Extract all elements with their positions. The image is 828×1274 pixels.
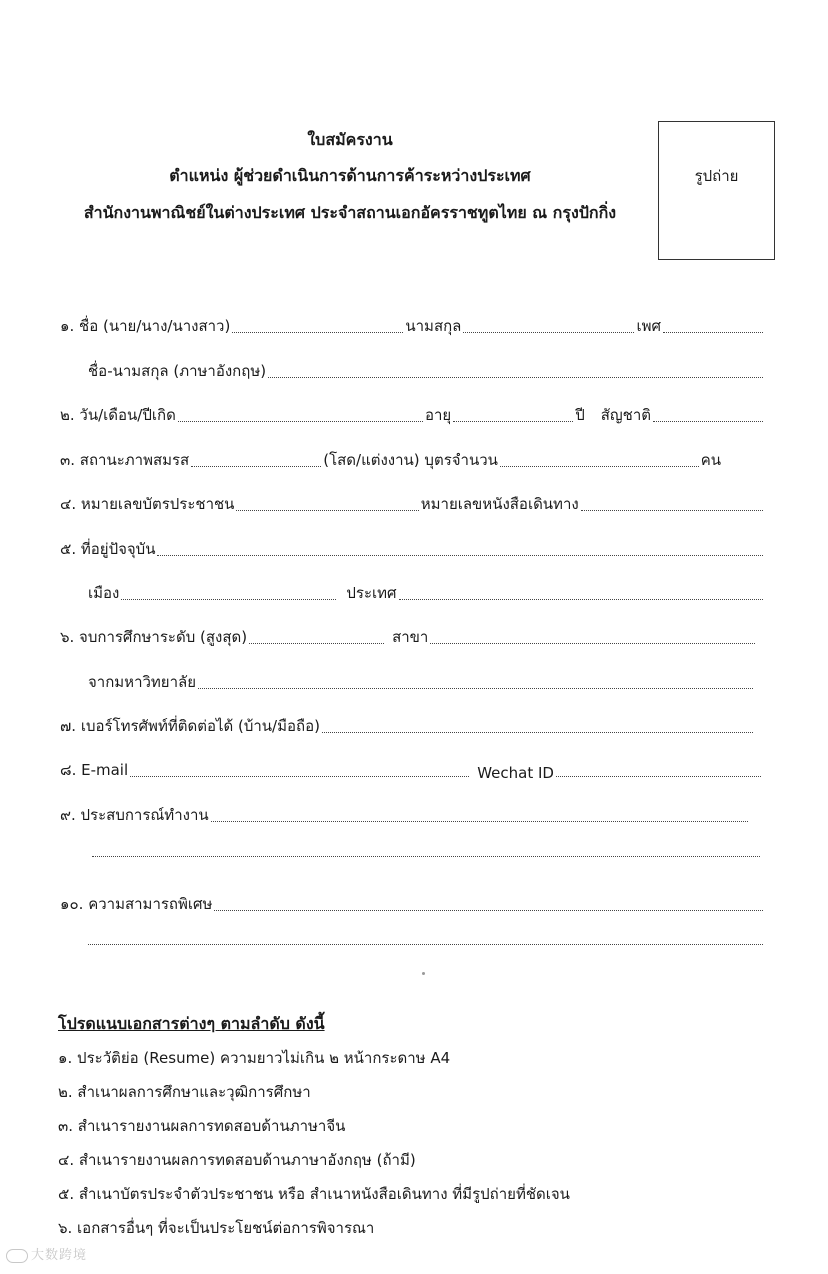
office-title: สำนักงานพาณิชย์ในต่างประเทศ ประจำสถานเอกอัครราชทูตไทย ณ กรุงปักกิ่ง bbox=[83, 203, 617, 222]
watermark-logo-icon bbox=[6, 1249, 28, 1263]
name-blank[interactable] bbox=[232, 332, 403, 333]
university-label: จากมหาวิทยาลัย bbox=[88, 673, 196, 691]
english-name-blank[interactable] bbox=[268, 377, 763, 378]
age-blank[interactable] bbox=[453, 421, 573, 422]
wechat-blank[interactable] bbox=[556, 776, 761, 777]
field-education-row bbox=[58, 623, 755, 649]
attachment-item: ๔. สำเนารายงานผลการทดสอบด้านภาษาอังกฤษ (ถ้ามี) bbox=[58, 1151, 416, 1169]
attachments-title: โปรดแนบเอกสารต่างๆ ตามลำดับ ดังนี้ bbox=[58, 1014, 325, 1033]
english-name-label: ชื่อ-นามสกุล (ภาษาอังกฤษ) bbox=[88, 362, 267, 380]
education-label: ๖. จบการศึกษาระดับ (สูงสุด) bbox=[60, 628, 248, 646]
phone-label: ๗. เบอร์โทรศัพท์ที่ติดต่อได้ (บ้าน/มือถือ) bbox=[60, 717, 320, 735]
email-label: ๘. E-mail bbox=[60, 761, 129, 779]
photo-label: รูปถ่าย bbox=[694, 167, 739, 185]
passport-blank[interactable] bbox=[581, 510, 763, 511]
skills-blank-line-2[interactable] bbox=[88, 944, 763, 945]
university-blank[interactable] bbox=[198, 688, 753, 689]
nationality-blank[interactable] bbox=[653, 421, 763, 422]
nationality-label: สัญชาติ bbox=[600, 406, 651, 424]
field-birth-row bbox=[58, 401, 763, 427]
photo-box bbox=[658, 121, 775, 260]
phone-blank[interactable] bbox=[322, 732, 753, 733]
field-experience-row bbox=[58, 801, 748, 827]
major-blank[interactable] bbox=[430, 643, 755, 644]
city-blank[interactable] bbox=[121, 599, 336, 600]
experience-label: ๙. ประสบการณ์ทำงาน bbox=[60, 806, 209, 824]
id-card-label: ๔. หมายเลขบัตรประชาชน bbox=[60, 495, 235, 513]
marital-label: ๓. สถานะภาพสมรส bbox=[60, 451, 190, 469]
field-marital-row bbox=[58, 446, 723, 472]
birthdate-label: ๒. วัน/เดือน/ปีเกิด bbox=[60, 406, 176, 424]
skills-blank[interactable] bbox=[214, 910, 763, 911]
id-card-blank[interactable] bbox=[236, 510, 418, 511]
field-phone-row bbox=[58, 712, 753, 738]
surname-blank[interactable] bbox=[463, 332, 634, 333]
name-label: ๑. ชื่อ (นาย/นาง/นางสาว) bbox=[60, 317, 231, 335]
skills-label: ๑๐. ความสามารถพิเศษ bbox=[60, 895, 213, 913]
city-label: เมือง bbox=[88, 584, 120, 602]
attachment-item: ๑. ประวัติย่อ (Resume) ความยาวไม่เกิน ๒ หน้ากระดาษ A4 bbox=[58, 1049, 451, 1067]
attachment-item: ๓. สำเนารายงานผลการทดสอบด้านภาษาจีน bbox=[58, 1117, 346, 1135]
education-blank[interactable] bbox=[249, 643, 384, 644]
children-blank[interactable] bbox=[500, 466, 699, 467]
year-label: ปี bbox=[575, 406, 585, 424]
field-contact-row bbox=[58, 756, 761, 782]
gender-label: เพศ bbox=[636, 317, 661, 335]
country-label: ประเทศ bbox=[346, 584, 397, 602]
scan-speck bbox=[422, 972, 425, 975]
marital-options: (โสด/แต่งงาน) บุตรจำนวน bbox=[323, 451, 498, 469]
passport-label: หมายเลขหนังสือเดินทาง bbox=[420, 495, 579, 513]
address-label: ๕. ที่อยู่ปัจจุบัน bbox=[60, 540, 156, 558]
major-label: สาขา bbox=[392, 628, 429, 646]
watermark-text: 大数跨境 bbox=[31, 1248, 88, 1263]
birthdate-blank[interactable] bbox=[178, 421, 423, 422]
marital-blank[interactable] bbox=[191, 466, 321, 467]
watermark bbox=[6, 1244, 87, 1263]
field-id-row bbox=[58, 490, 763, 516]
age-label: อายุ bbox=[424, 406, 452, 424]
attachment-item: ๒. สำเนาผลการศึกษาและวุฒิการศึกษา bbox=[58, 1083, 311, 1101]
experience-blank-line-2[interactable] bbox=[92, 856, 760, 857]
children-unit: คน bbox=[700, 451, 721, 469]
wechat-label: Wechat ID bbox=[477, 764, 554, 782]
position-title: ตำแหน่ง ผู้ช่วยดำเนินการด้านการค้าระหว่างประเทศ bbox=[169, 166, 531, 185]
attachment-item: ๖. เอกสารอื่นๆ ที่จะเป็นประโยชน์ต่อการพิจารณา bbox=[58, 1219, 375, 1237]
field-city-row bbox=[86, 579, 763, 605]
field-name-row bbox=[58, 312, 763, 338]
attachment-item: ๕. สำเนาบัตรประจำตัวประชาชน หรือ สำเนาหนังสือเดินทาง ที่มีรูปถ่ายที่ชัดเจน bbox=[58, 1185, 570, 1203]
field-english-name-row bbox=[86, 357, 763, 383]
address-blank[interactable] bbox=[157, 555, 763, 556]
experience-blank[interactable] bbox=[211, 821, 748, 822]
gender-blank[interactable] bbox=[663, 332, 763, 333]
field-address-row bbox=[58, 535, 763, 561]
field-skills-row bbox=[58, 890, 763, 916]
email-blank[interactable] bbox=[130, 776, 469, 777]
country-blank[interactable] bbox=[399, 599, 763, 600]
form-title: ใบสมัครงาน bbox=[307, 130, 393, 149]
field-university-row bbox=[86, 668, 753, 694]
surname-label: นามสกุล bbox=[405, 317, 462, 335]
